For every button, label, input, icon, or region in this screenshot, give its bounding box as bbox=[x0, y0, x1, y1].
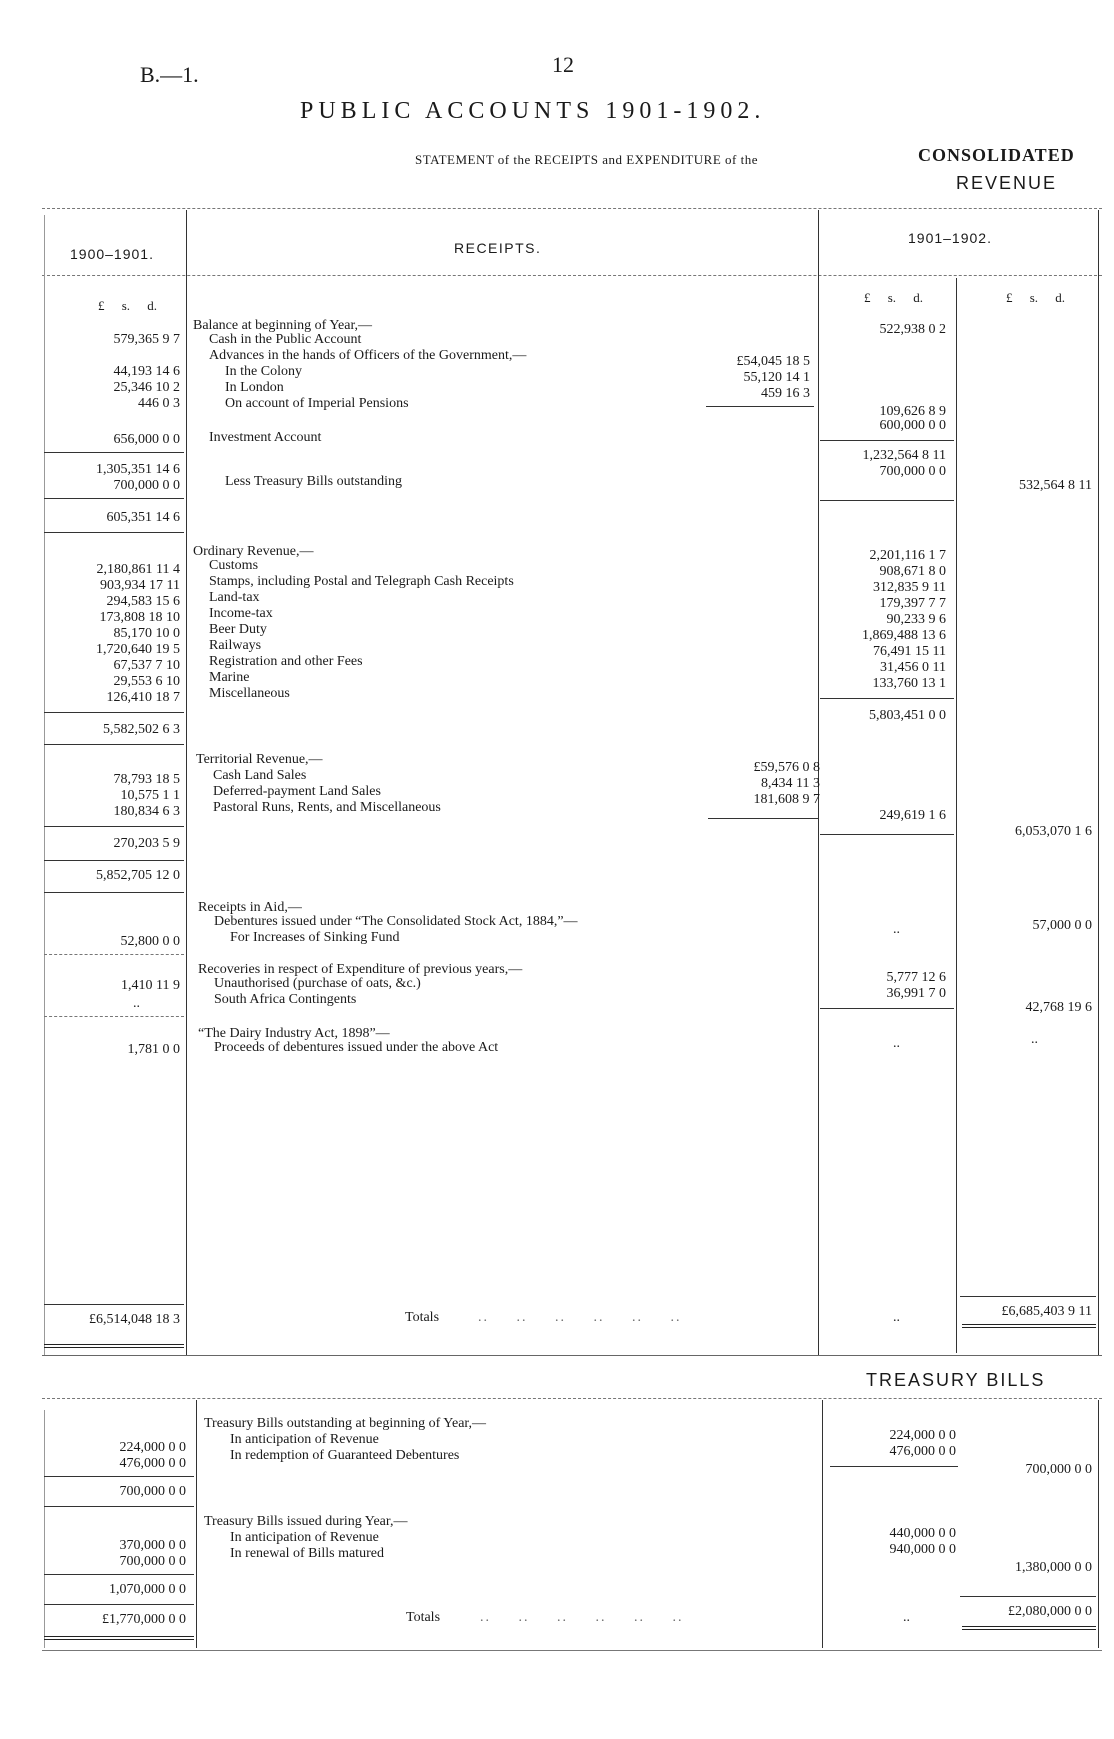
sum-rule bbox=[960, 1596, 1096, 1597]
totals-a: .. bbox=[893, 1310, 900, 1325]
totals-top-rule-b bbox=[960, 1296, 1096, 1297]
row-label: Unauthorised (purchase of oats, &c.) bbox=[214, 976, 421, 991]
row-label: Deferred-payment Land Sales bbox=[213, 784, 381, 799]
section-heading: Receipts in Aid,— bbox=[198, 900, 302, 915]
sum-rule bbox=[44, 1016, 184, 1017]
treasury-totals-b: £2,080,000 0 0 bbox=[1008, 1604, 1092, 1619]
row-prev: 700,000 0 0 bbox=[119, 1484, 186, 1499]
row-a: 312,835 9 11 bbox=[873, 580, 946, 595]
sum-rule bbox=[708, 818, 818, 819]
row-label: Advances in the hands of Officers of the Government,— bbox=[209, 348, 527, 363]
row-label: Beer Duty bbox=[209, 622, 267, 637]
row-a: 90,233 9 6 bbox=[886, 612, 946, 627]
treasury-totals-a: .. bbox=[903, 1610, 910, 1625]
col-header-prev-year: 1900–1901. bbox=[70, 246, 154, 262]
row-a: 522,938 0 2 bbox=[879, 322, 946, 337]
section-heading: Territorial Revenue,— bbox=[196, 752, 323, 767]
row-a: 700,000 0 0 bbox=[879, 464, 946, 479]
row-b: 57,000 0 0 bbox=[1032, 918, 1092, 933]
sum-rule bbox=[44, 498, 184, 499]
row-prev: 10,575 1 1 bbox=[120, 788, 180, 803]
row-prev: 270,203 5 9 bbox=[113, 836, 180, 851]
row-label: Balance at beginning of Year,— bbox=[193, 318, 373, 333]
row-b: 700,000 0 0 bbox=[1025, 1462, 1092, 1477]
row-prev: 5,852,705 12 0 bbox=[96, 868, 180, 883]
row-label: Marine bbox=[209, 670, 250, 685]
row-prev: 700,000 0 0 bbox=[119, 1554, 186, 1569]
row-a: 476,000 0 0 bbox=[889, 1444, 956, 1459]
row-prev: 294,583 15 6 bbox=[106, 594, 180, 609]
row-label: Income-tax bbox=[209, 606, 273, 621]
lsd-header-prev: £ s. d. bbox=[98, 298, 158, 313]
sum-rule bbox=[820, 834, 954, 835]
sum-rule bbox=[830, 1466, 958, 1467]
row-prev: 370,000 0 0 bbox=[119, 1538, 186, 1553]
sum-rule bbox=[44, 712, 184, 713]
row-a: 1,232,564 8 11 bbox=[862, 448, 946, 463]
treasury-totals-prev: £1,770,000 0 0 bbox=[102, 1612, 186, 1627]
row-b: 6,053,070 1 6 bbox=[1015, 824, 1092, 839]
treasury-top-rule bbox=[42, 1398, 1102, 1399]
row-label: South Africa Contingents bbox=[214, 992, 357, 1007]
sum-rule bbox=[706, 406, 814, 407]
sum-rule bbox=[44, 532, 184, 533]
row-mid: 181,608 9 7 bbox=[753, 792, 820, 807]
totals-label: Totals bbox=[405, 1310, 440, 1325]
row-a: 5,777 12 6 bbox=[886, 970, 946, 985]
lsd-header-b: £ s. d. bbox=[1006, 290, 1066, 305]
treasury-totals-label: Totals bbox=[406, 1610, 441, 1625]
row-prev: 476,000 0 0 bbox=[119, 1456, 186, 1471]
row-mid: 55,120 14 1 bbox=[743, 370, 810, 385]
sum-rule bbox=[44, 1476, 194, 1477]
row-prev: 25,346 10 2 bbox=[113, 380, 180, 395]
row-prev: 903,934 17 11 bbox=[100, 578, 180, 593]
row-prev: 1,305,351 14 6 bbox=[96, 462, 180, 477]
row-prev: 173,808 18 10 bbox=[99, 610, 180, 625]
row-a: 224,000 0 0 bbox=[889, 1428, 956, 1443]
table-bottom-rule bbox=[42, 1355, 1102, 1356]
row-prev: 29,553 6 10 bbox=[113, 674, 180, 689]
row-label: In London bbox=[225, 380, 284, 395]
row-label: Miscellaneous bbox=[209, 686, 290, 701]
sum-rule bbox=[44, 452, 184, 453]
row-b: .. bbox=[1031, 1032, 1038, 1047]
treasury-heading: TREASURY BILLS bbox=[866, 1370, 1046, 1390]
row-label: In the Colony bbox=[225, 364, 302, 379]
sum-rule bbox=[820, 500, 954, 501]
totals-prev: £6,514,048 18 3 bbox=[89, 1312, 180, 1327]
row-prev: 180,834 6 3 bbox=[113, 804, 180, 819]
totals-double-rule bbox=[44, 1344, 184, 1348]
row-a: 249,619 1 6 bbox=[879, 808, 946, 823]
section-heading: Treasury Bills issued during Year,— bbox=[204, 1514, 408, 1529]
col-rule-3 bbox=[956, 278, 957, 1353]
lsd-header-a: £ s. d. bbox=[864, 290, 924, 305]
row-label: In anticipation of Revenue bbox=[230, 1530, 379, 1545]
sum-rule bbox=[44, 1604, 194, 1605]
document-reference: B.—1. bbox=[140, 62, 199, 87]
page-number: 12 bbox=[552, 52, 574, 77]
row-prev: 67,537 7 10 bbox=[113, 658, 180, 673]
row-label: Pastoral Runs, Rents, and Miscellaneous bbox=[213, 800, 441, 815]
row-mid: 459 16 3 bbox=[761, 386, 810, 401]
row-prev: 126,410 18 7 bbox=[106, 690, 180, 705]
row-a: 179,397 7 7 bbox=[879, 596, 946, 611]
row-b: 42,768 19 6 bbox=[1025, 1000, 1092, 1015]
row-label: For Increases of Sinking Fund bbox=[230, 930, 400, 945]
row-prev: 1,720,640 19 5 bbox=[96, 642, 180, 657]
row-mid: 8,434 11 3 bbox=[761, 776, 820, 791]
row-prev: 1,410 11 9 bbox=[121, 978, 180, 993]
row-a: .. bbox=[893, 1036, 900, 1051]
row-label: Cash in the Public Account bbox=[209, 332, 362, 347]
treasury-col-rule-1 bbox=[196, 1400, 197, 1648]
row-label: In redemption of Guaranteed Debentures bbox=[230, 1448, 460, 1463]
row-prev: 579,365 9 7 bbox=[113, 332, 180, 347]
sum-rule bbox=[820, 440, 954, 441]
row-prev: 44,193 14 6 bbox=[113, 364, 180, 379]
row-label: In anticipation of Revenue bbox=[230, 1432, 379, 1447]
treasury-double-rule-b bbox=[962, 1626, 1096, 1630]
row-a: 2,201,116 1 7 bbox=[869, 548, 946, 563]
row-label: Less Treasury Bills outstanding bbox=[225, 474, 402, 489]
consolidated-label: CONSOLIDATED bbox=[918, 145, 1075, 165]
table-top-rule bbox=[42, 208, 1102, 209]
row-label: Cash Land Sales bbox=[213, 768, 307, 783]
sum-rule bbox=[820, 1008, 954, 1009]
row-prev: 1,781 0 0 bbox=[127, 1042, 180, 1057]
row-prev: 700,000 0 0 bbox=[113, 478, 180, 493]
row-label: Investment Account bbox=[209, 430, 322, 445]
row-label: Railways bbox=[209, 638, 262, 653]
row-label: Proceeds of debentures issued under the above Act bbox=[214, 1040, 499, 1055]
row-a: 440,000 0 0 bbox=[889, 1526, 956, 1541]
row-prev: 78,793 18 5 bbox=[113, 772, 180, 787]
totals-double-rule-b bbox=[962, 1324, 1096, 1328]
row-prev: 1,070,000 0 0 bbox=[109, 1582, 186, 1597]
col-header-receipts: RECEIPTS. bbox=[454, 240, 542, 256]
row-label: On account of Imperial Pensions bbox=[225, 396, 409, 411]
row-label: Stamps, including Postal and Telegraph Cash Receipts bbox=[209, 574, 514, 589]
section-heading: Ordinary Revenue,— bbox=[193, 544, 314, 559]
row-a: 600,000 0 0 bbox=[879, 418, 946, 433]
treasury-col-rule-4 bbox=[1098, 1400, 1099, 1648]
row-prev: 85,170 10 0 bbox=[113, 626, 180, 641]
row-a: 940,000 0 0 bbox=[889, 1542, 956, 1557]
page-title: PUBLIC ACCOUNTS 1901-1902. bbox=[300, 98, 766, 124]
row-prev: 2,180,861 11 4 bbox=[96, 562, 180, 577]
row-mid: £59,576 0 8 bbox=[753, 760, 820, 775]
row-label: Customs bbox=[209, 558, 259, 573]
header-bottom-rule bbox=[42, 275, 1102, 276]
row-b: 1,380,000 0 0 bbox=[1015, 1560, 1092, 1575]
sum-rule bbox=[44, 860, 184, 861]
row-label: Land-tax bbox=[209, 590, 260, 605]
section-heading: “The Dairy Industry Act, 1898”— bbox=[198, 1026, 390, 1041]
row-prev: 5,582,502 6 3 bbox=[103, 722, 180, 737]
treasury-bottom-rule bbox=[42, 1650, 1102, 1651]
row-prev: 656,000 0 0 bbox=[113, 432, 180, 447]
row-prev: 605,351 14 6 bbox=[106, 510, 180, 525]
statement-subtitle: STATEMENT of the RECEIPTS and EXPENDITURE of the bbox=[415, 152, 758, 167]
row-prev: 446 0 3 bbox=[138, 396, 180, 411]
sum-rule bbox=[44, 954, 184, 955]
sum-rule bbox=[820, 698, 954, 699]
treasury-double-rule bbox=[44, 1636, 194, 1640]
row-prev: 224,000 0 0 bbox=[119, 1440, 186, 1455]
row-a: 76,491 15 11 bbox=[873, 644, 946, 659]
totals-b: £6,685,403 9 11 bbox=[1001, 1304, 1092, 1319]
row-prev: 52,800 0 0 bbox=[120, 934, 180, 949]
section-heading: Treasury Bills outstanding at beginning of Year,— bbox=[204, 1416, 487, 1431]
section-heading: Recoveries in respect of Expenditure of previous years,— bbox=[198, 962, 523, 977]
row-b: 532,564 8 11 bbox=[1019, 478, 1092, 493]
row-a: 1,869,488 13 6 bbox=[862, 628, 946, 643]
treasury-leader-dots: .. .. .. .. .. .. bbox=[480, 1610, 684, 1625]
sum-rule bbox=[44, 1506, 194, 1507]
totals-top-rule bbox=[44, 1304, 184, 1305]
sum-rule bbox=[44, 892, 184, 893]
sum-rule bbox=[44, 826, 184, 827]
row-label: In renewal of Bills matured bbox=[230, 1546, 384, 1561]
row-label: Debentures issued under “The Consolidated Stock Act, 1884,”— bbox=[214, 914, 578, 929]
sum-rule bbox=[44, 1574, 194, 1575]
row-a: .. bbox=[893, 922, 900, 937]
col-rule-4 bbox=[1098, 210, 1099, 1355]
row-prev: .. bbox=[133, 996, 140, 1011]
row-a: 36,991 7 0 bbox=[886, 986, 946, 1001]
row-a: 908,671 8 0 bbox=[879, 564, 946, 579]
row-a: 5,803,451 0 0 bbox=[869, 708, 946, 723]
col-rule-1 bbox=[186, 210, 187, 1355]
row-a: 133,760 13 1 bbox=[872, 676, 946, 691]
row-label: Registration and other Fees bbox=[209, 654, 363, 669]
row-a: 109,626 8 9 bbox=[879, 404, 946, 419]
row-mid: £54,045 18 5 bbox=[736, 354, 810, 369]
revenue-label: REVENUE bbox=[956, 173, 1058, 193]
sum-rule bbox=[44, 744, 184, 745]
row-a: 31,456 0 11 bbox=[880, 660, 946, 675]
col-header-curr-year: 1901–1902. bbox=[908, 230, 992, 246]
totals-leader-dots: .. .. .. .. .. .. bbox=[478, 1310, 682, 1325]
